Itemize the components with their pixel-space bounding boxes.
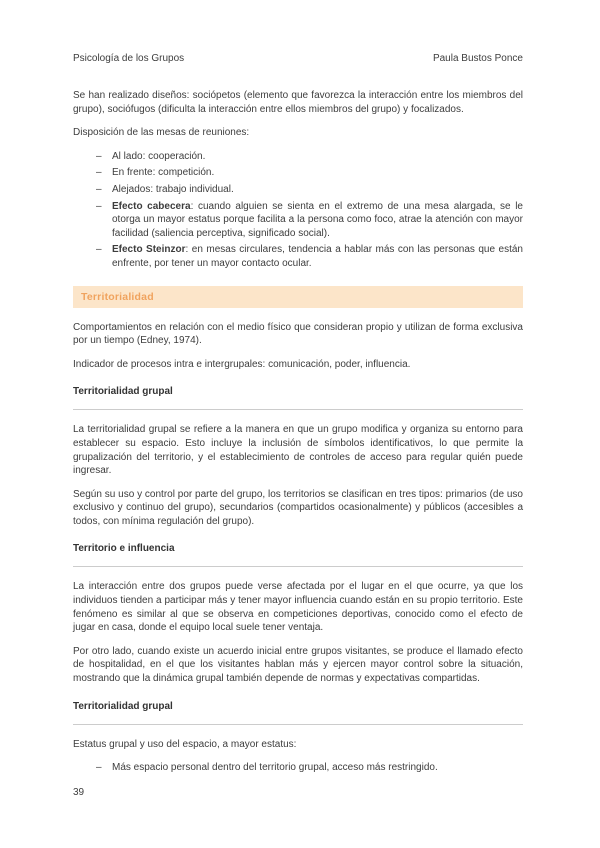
- header-course-title: Psicología de los Grupos: [73, 53, 185, 64]
- page-number: 39: [73, 787, 85, 798]
- paragraph: Por otro lado, cuando existe un acuerdo inicial entre grupos visitantes, se produce el llamado efecto de hospitalidad, en el que los visitantes hablan más y ejercen mayor control sobre la situación, mostrando que la dinámica grupal también depende de normas y expectativas compartidas.: [73, 645, 523, 685]
- dash-marker: –: [96, 762, 102, 774]
- divider: [73, 566, 523, 567]
- list-item: [73, 243, 523, 270]
- section-banner: [73, 286, 523, 308]
- paragraph: Según su uso y control por parte del grupo, los territorios se clasifican en tres tipos: primarios (de uso exclusivo y continuo del grupo), secundarios (compartidos ocasionalmente) y públicos (accesibles a todos, con mínima regulación del grupo).: [73, 488, 523, 527]
- list-item-text: [112, 200, 523, 241]
- paragraph: La territorialidad grupal se refiere a la manera en que un grupo modifica y organiza su entorno para establecer su espacio. Esto incluye la inclusión de símbolos identificativos, lo que permite la grupalización del territorio, y el establecimiento de controles de acceso para regular quién puede ingresar.: [73, 424, 523, 477]
- section-banner-title: Territorialidad: [81, 290, 154, 303]
- list-item: [73, 200, 523, 241]
- list-item: [73, 150, 523, 164]
- meeting-tables-intro: Disposición de las mesas de reuniones:: [73, 127, 250, 139]
- list-item: [73, 183, 523, 197]
- divider: [73, 724, 523, 725]
- territorialidad-indicator-paragraph: Indicador de procesos intra e intergrupales: comunicación, poder, influencia.: [73, 358, 411, 370]
- seating-arrangement-list: [73, 150, 523, 271]
- divider: [73, 409, 523, 410]
- list-item-rest: : cuando alguien se sienta en el extremo de una mesa alargada, se le otorga un mayor estatus porque facilita a la persona como foco, atrae la atención con mayor facilidad (saliencia perceptiva, significado social).: [112, 200, 523, 239]
- header-author-name: Paula Bustos Ponce: [432, 53, 523, 64]
- list-item-text: Al lado: cooperación.: [112, 150, 206, 162]
- status-space-paragraph: Estatus grupal y uso del espacio, a mayor estatus:: [73, 738, 297, 750]
- list-item-rest: : en mesas circulares, tendencia a hablar más con las personas que están enfrente, por tener un mayor contacto ocular.: [112, 244, 523, 269]
- territorialidad-definition-paragraph: Comportamientos en relación con el medio físico que consideran propio y utilizan de forma exclusiva por un tiempo (Edney, 1974).: [73, 321, 523, 347]
- dash-marker: –: [96, 244, 102, 256]
- list-item-lead: Efecto cabecera: [112, 200, 191, 212]
- subsection-heading-territorialidad-grupal: Territorialidad grupal: [73, 386, 173, 398]
- dash-marker: –: [96, 183, 102, 195]
- page-header: [73, 52, 523, 65]
- paragraph: La interacción entre dos grupos puede verse afectada por el lugar en el que ocurre, ya que los individuos tienden a participar más y tener mayor influencia cuando están en su propio territorio. Este fenómeno es similar al que se observa en competiciones deportivas, conocido como el efecto de jugar en casa, donde el equipo local suele tener ventaja.: [73, 581, 523, 634]
- list-item: [73, 761, 523, 775]
- subsection-heading-territorialidad-grupal-2: Territorialidad grupal: [73, 700, 173, 712]
- status-list: [73, 761, 523, 775]
- list-item-text: [112, 243, 523, 270]
- page-footer: [73, 787, 84, 798]
- list-item-text: Más espacio personal dentro del territorio grupal, acceso más restringido.: [112, 762, 438, 774]
- dash-marker: –: [96, 167, 102, 179]
- subsection-heading-territorio-influencia: Territorio e influencia: [73, 543, 175, 555]
- designs-paragraph: Se han realizado diseños: sociópetos (elemento que favorezca la interacción entre los miembros del grupo), sociófugos (dificulta la interacción entre ellos miembros del grupo) y focalizados.: [73, 90, 523, 115]
- list-item-text: Alejados: trabajo individual.: [112, 183, 234, 195]
- list-item: [73, 166, 523, 180]
- list-item-lead: Efecto Steinzor: [112, 244, 186, 256]
- dash-marker: –: [96, 150, 102, 162]
- list-item-text: En frente: competición.: [112, 167, 215, 179]
- dash-marker: –: [96, 200, 102, 212]
